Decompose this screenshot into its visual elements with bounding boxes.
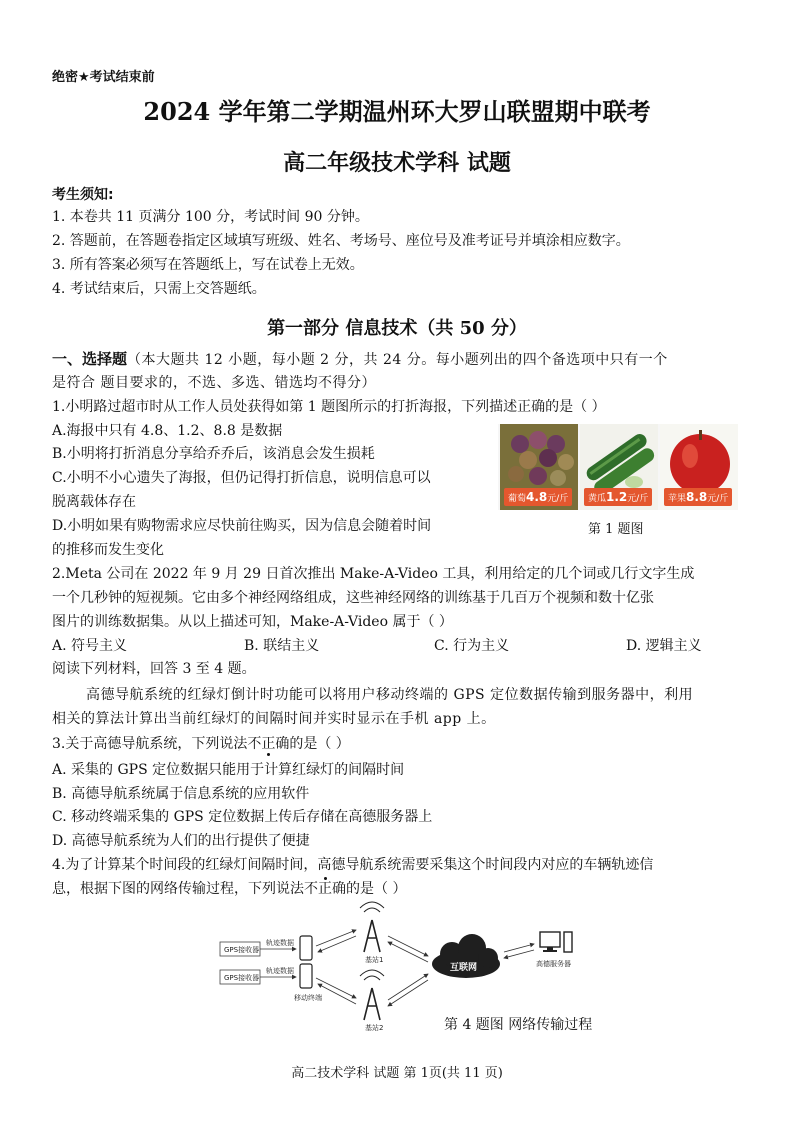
arrow [388,942,428,962]
q3-option-c: C. 移动终端采集的 GPS 定位数据上传后存储在高德服务器上 [52,809,433,825]
server-label: 高德服务器 [536,960,571,968]
secret-mark: 绝密★考试结束前 [52,70,155,85]
reading-para-line1: 高德导航系统的红绿灯倒计时功能可以将用户移动终端的 GPS 定位数据传输到服务器中，利用 [86,687,694,703]
tower-icon [360,902,384,952]
gps-receiver-2 [220,970,260,984]
part-title: 第一部分 信息技术（共 50 分） [267,318,527,339]
reading-para-line2: 相关的算法计算出当前红绿灯的间隔时间并实时显示在手机 app 上。 [52,711,496,727]
q1-option-c: C.小明不小心遗失了海报，但仍记得打折信息，说明信息可以 [52,470,431,486]
section-intro [52,348,668,371]
discount-poster [498,424,738,510]
station-label: 基站1 [365,956,384,964]
emphasis-not-correct: 不正确 [247,736,290,752]
q3-option-b: B. 高德导航系统属于信息系统的应用软件 [52,786,310,802]
notice-item: 2. 答题前，在答题卷指定区域填写班级、姓名、考场号、座位号及准考证号并填涂相应数字。 [52,233,630,249]
notice-heading: 考生须知: [52,187,114,203]
q2-line2: 一个几秒钟的短视频。它由多个神经网络组成，这些神经网络的训练基于几百万个视频和数十亿张 [52,590,654,606]
internet-label: 互联网 [450,963,478,973]
arrow [388,980,428,1006]
arrow [318,984,356,1004]
mobile-terminal-label: 移动终端 [294,994,322,1002]
server-icon [540,932,572,952]
q4-line2: 息，根据下图的网络传输过程，下列说法不正确的是（ ） [52,881,407,897]
arrow [316,930,356,946]
arrow [318,936,356,952]
q1-option-a: A.海报中只有 4.8、1.2、8.8 是数据 [52,423,283,439]
tower-icon [360,970,384,1020]
page-footer: 高二技术学科 试题 第 1页(共 11 页) [291,1066,503,1081]
q2-option-c: C. 行为主义 [434,638,510,654]
station-label: 基站2 [365,1024,384,1032]
section-desc-line2: 是符合 题目要求的，不选、多选、错选均不得分） [52,375,376,391]
reading-intro: 阅读下列材料，回答 3 至 4 题。 [52,661,256,677]
poster-price-tag: 黄瓜1.2元/斤 [584,488,652,506]
q2-option-d: D. 逻辑主义 [626,638,702,654]
poster-price-tag: 葡萄4.8元/斤 [504,488,572,506]
q3-stem: 3.关于高德导航系统，下列说法不正确的是（ ） [52,736,350,752]
q3-option-d: D. 高德导航系统为人们的出行提供了便捷 [52,833,310,849]
q2-option-a: A. 符号主义 [52,638,128,654]
arrow [388,936,428,956]
gps-receiver-label: GPS接收器 [224,946,260,954]
arrow [388,974,428,1000]
gps-receiver-label: GPS接收器 [224,974,260,982]
q1-option-d-cont: 的推移而发生变化 [52,542,164,558]
track-data-label: 轨迹数据 [266,939,294,947]
poster-price-tag: 苹果8.8元/斤 [664,488,732,506]
q4-figure-caption: 第 4 题图 网络传输过程 [444,1017,593,1033]
q1-option-b: B.小明将打折消息分享给乔乔后，该消息会发生损耗 [52,446,375,462]
poster-card-grapes [500,424,578,510]
exam-title: 2024 学年第二学期温州环大罗山联盟期中联考 [143,97,651,126]
gps-receiver-1 [220,942,260,956]
q2-option-b: B. 联结主义 [244,638,320,654]
q2-line3: 图片的训练数据集。从以上描述可知，Make-A-Video 属于（ ） [52,614,453,630]
section-desc: （本大题共 12 小题，每小题 2 分，共 24 分。每小题列出的四个备选项中只有一个 [127,352,668,368]
phone-icon [300,936,312,988]
q1-option-c-cont: 脱离载体存在 [52,494,136,510]
notice-item: 1. 本卷共 11 页满分 100 分，考试时间 90 分钟。 [52,209,369,225]
emphasis-not-correct: 不正确 [304,881,346,897]
q3-option-a: A. 采集的 GPS 定位数据只能用于计算红绿灯的间隔时间 [52,762,405,778]
notice-item: 3. 所有答案必须写在答题纸上，写在试卷上无效。 [52,257,364,273]
q1-stem: 1.小明路过超市时从工作人员处获得如第 1 题图所示的打折海报，下列描述正确的是（ ） [52,399,606,415]
q1-option-d: D.小明如果有购物需求应尽快前往购买，因为信息会随着时间 [52,518,432,534]
notice-item: 4. 考试结束后，只需上交答题纸。 [52,281,266,297]
q4-line1: 4.为了计算某个时间段的红绿灯间隔时间，高德导航系统需要采集这个时间段内对应的车辆轨迹信 [52,857,654,873]
q2-line1: 2.Meta 公司在 2022 年 9 月 29 日首次推出 Make-A-Video 工具，利用给定的几个词或几行文字生成 [52,566,695,582]
arrow [316,978,356,998]
track-data-label: 轨迹数据 [266,967,294,975]
exam-subtitle: 高二年级技术学科 试题 [283,150,511,176]
poster-card-cucumber [580,424,658,510]
q1-figure-caption: 第 1 题图 [588,522,644,537]
section-label: 一、选择题 [52,350,128,368]
poster-card-apple [660,424,738,510]
